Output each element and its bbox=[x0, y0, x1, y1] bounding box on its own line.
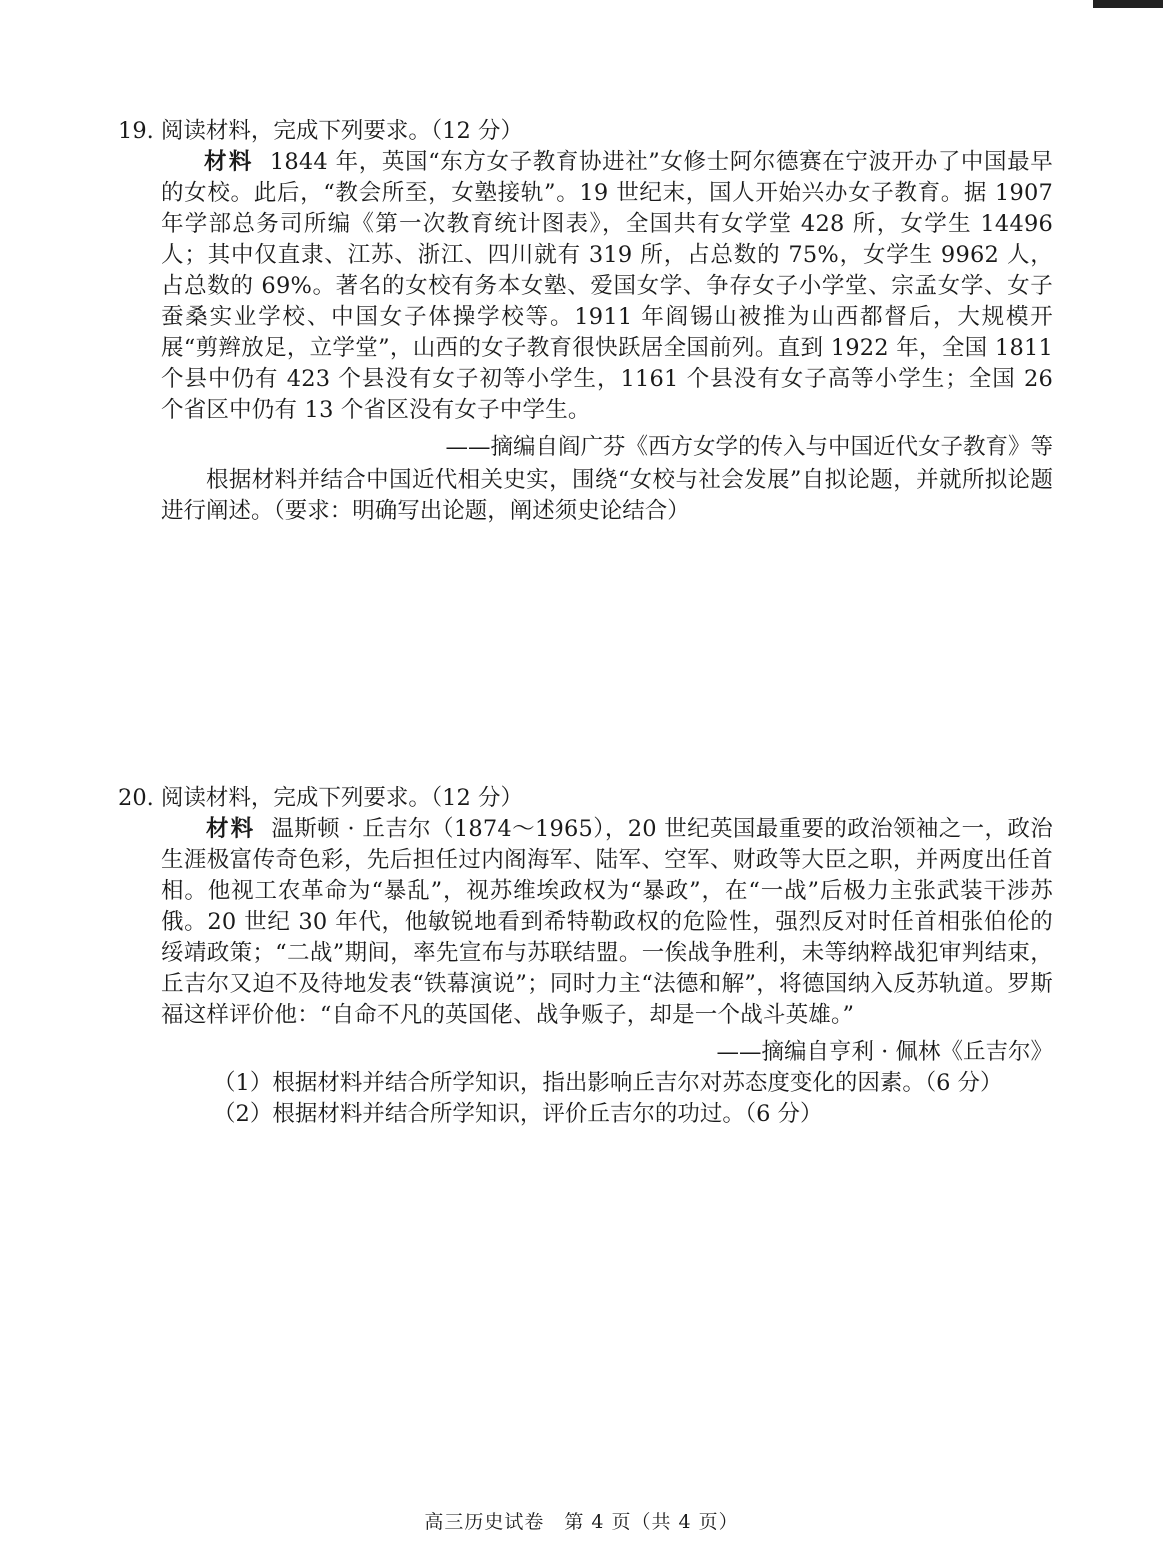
question-19-source: ——摘编自阎广芬《西方女学的传入与中国近代女子教育》等 bbox=[445, 434, 1053, 460]
question-19-material bbox=[118, 147, 1053, 426]
question-20-sub-1: （1）根据材料并结合所学知识，指出影响丘吉尔对苏态度变化的因素。（6 分） bbox=[213, 1070, 1003, 1096]
question-20-source: ——摘编自亨利 · 佩林《丘吉尔》 bbox=[716, 1039, 1053, 1065]
material-label: 材料 bbox=[204, 149, 254, 175]
question-20-material-text: 温斯顿 · 丘吉尔（1874～1965），20 世纪英国最重要的政治领袖之一，政治生涯极富传奇色彩，先后担任过内阁海军、陆军、空军、财政等大臣之职，并两度出任首相。他视工农革命为“暴乱”，视苏维埃政权为“暴政”，在“一战”后极力主张武装干涉苏俄。20 世纪 30 年代，他敏锐地看到希特勒政权的危险性，强烈反对时任首相张伯伦的绥靖政策；“二战”期间，率先宣布与苏联结盟。一俟战争胜利，未等纳粹战犯审判结束，丘吉尔又迫不及待地发表“铁幕演说”；同时力主“法德和解”，将德国纳入反苏轨道。罗斯福这样评价他：“自命不凡的英国佬、战争贩子，却是一个战斗英雄。” bbox=[161, 816, 1053, 1028]
page-footer: 高三历史试卷 第 4 页（共 4 页） bbox=[424, 1511, 739, 1533]
question-19-heading: 19. 阅读材料，完成下列要求。（12 分） bbox=[118, 118, 523, 144]
material-label: 材料 bbox=[206, 816, 256, 842]
question-19-material-text: 1844 年，英国“东方女子教育协进社”女修士阿尔德赛在宁波开办了中国最早的女校。此后，“教会所至，女塾接轨”。19 世纪末，国人开始兴办女子教育。据 1907 年学部总务司所编《第一次教育统计图表》，全国共有女学堂 428 所，女学生 14496 人；其中仅直隶、江苏、浙江、四川就有 319 所，占总数的 75%，女学生 9962 人，占总数的 69%。著名的女校有务本女塾、爱国女学、争存女子小学堂、宗孟女学、女子蚕桑实业学校、中国女子体操学校等。1911 年阎锡山被推为山西都督后，大规模开展“剪辫放足，立学堂”，山西的女子教育很快跃居全国前列。直到 1922 年，全国 1811 个县中仍有 423 个县没有女子初等小学生，1161 个县没有女子高等小学生；全国 26 个省区中仍有 13 个省区没有女子中学生。 bbox=[161, 149, 1053, 423]
question-20-heading: 20. 阅读材料，完成下列要求。（12 分） bbox=[118, 785, 523, 811]
question-20-sub-2: （2）根据材料并结合所学知识，评价丘吉尔的功过。（6 分） bbox=[213, 1101, 823, 1127]
question-20 bbox=[118, 783, 1053, 1130]
scan-corner-mark bbox=[1093, 0, 1163, 8]
question-19 bbox=[118, 116, 1053, 527]
question-19-task: 根据材料并结合中国近代相关史实，围绕“女校与社会发展”自拟论题，并就所拟论题进行阐述。（要求：明确写出论题，阐述须史论结合） bbox=[161, 467, 1053, 524]
question-20-material bbox=[118, 814, 1053, 1031]
